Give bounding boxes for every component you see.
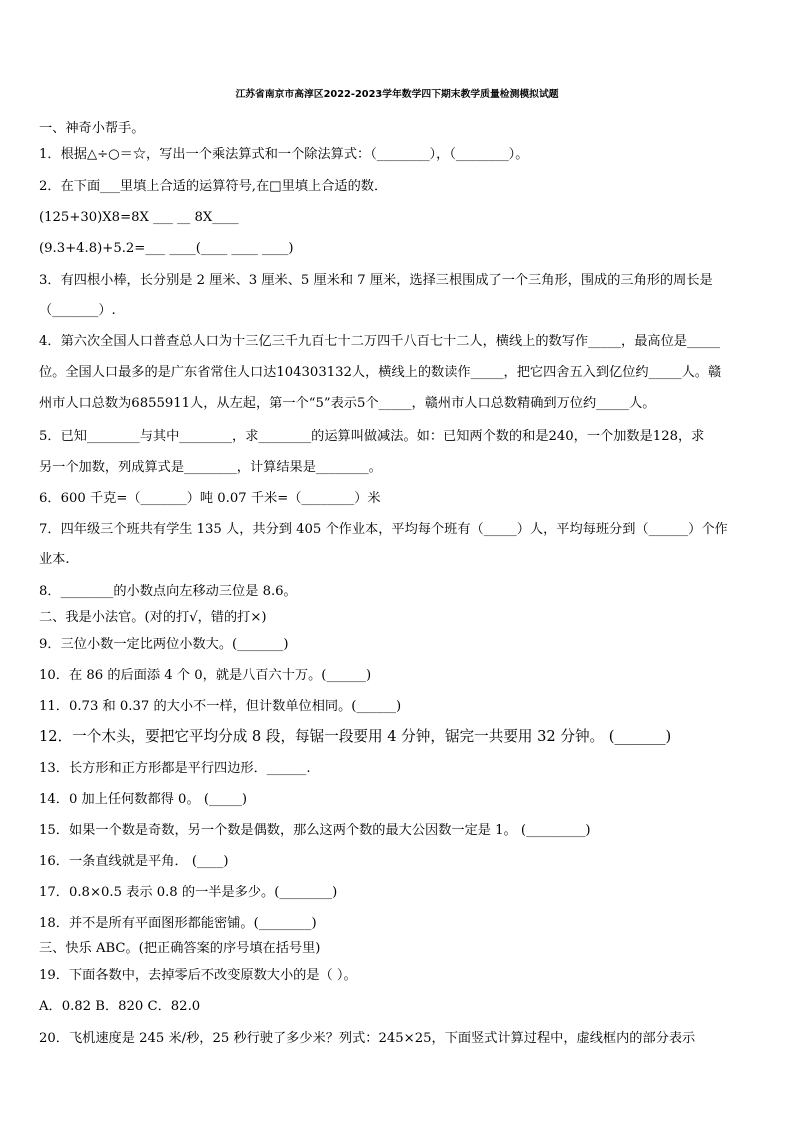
question-5: 5．已知________与其中________，求________的运算叫做减法。如：已知两个数的和是240，一个加数是128，求: [39, 429, 705, 444]
question-7: 7．四年级三个班共有学生 135 人，共分到 405 个作业本，平均每个班有（_____）人，平均每班分到（______）个作: [39, 522, 728, 537]
exam-title: 江苏省南京市高淳区2022-2023学年数学四下期末教学质量检测模拟试题: [235, 89, 559, 100]
section-1-heading: 一、神奇小帮手。: [39, 121, 145, 136]
question-16: 16．一条直线就是平角． (____): [39, 854, 229, 869]
question-4: 4．第六次全国人口普查总人口为十三亿三千九百七十二万四千八百七十二人，横线上的数写作_____，最高位是_____: [39, 334, 720, 349]
question-19-options: A．0.82 B．820 C．82.0: [39, 999, 201, 1014]
question-5-continued: 另一个加数，列成算式是________，计算结果是________。: [39, 460, 382, 475]
question-2-expression-1: (125+30)X8=8X ___ __ 8X____: [39, 210, 239, 225]
question-17: 17．0.8×0.5 表示 0.8 的一半是多少。(________): [39, 885, 338, 900]
question-14: 14．0 加上任何数都得 0。 (_____): [39, 792, 248, 807]
question-15: 15．如果一个数是奇数，另一个数是偶数，那么这两个数的最大公因数一定是 1。 (_________): [39, 823, 591, 838]
question-12: 12．一个木头，要把它平均分成 8 段，每锯一段要用 4 分钟，锯完一共要用 32 分钟。 (_______): [39, 728, 672, 745]
section-2-heading: 二、我是小法官。(对的打√，错的打×): [39, 610, 267, 625]
question-18: 18．并不是所有平面图形都能密铺。(________): [39, 916, 317, 931]
question-6: 6．600 千克=（_______）吨 0.07 千米=（________）米: [39, 491, 381, 506]
question-11: 11．0.73 和 0.37 的大小不一样，但计数单位相同。(______): [39, 699, 402, 714]
question-2-expression-2: (9.3+4.8)+5.2=___ ____(____ ____ ____): [39, 241, 294, 256]
question-13: 13．长方形和正方形都是平行四边形．______.: [39, 761, 311, 776]
question-1: 1．根据△÷○＝☆，写出一个乘法算式和一个除法算式：（________），（________）。: [39, 147, 529, 162]
question-2: 2．在下面___里填上合适的运算符号,在□里填上合适的数．: [39, 179, 388, 194]
section-3-heading: 三、快乐 ABC。(把正确答案的序号填在括号里): [39, 941, 321, 956]
question-4-continued-1: 位。全国人口最多的是广东省常住人口达104303132人，横线上的数读作_____，把它四舍五入到亿位约_____人。赣: [39, 365, 722, 380]
question-19: 19．下面各数中，去掉零后不改变原数大小的是（ ）。: [39, 968, 357, 983]
question-7-continued: 业本.: [39, 552, 70, 567]
question-3-continued: （_______）.: [39, 303, 116, 318]
question-3: 3．有四根小棒，长分别是 2 厘米、3 厘米、5 厘米和 7 厘米，选择三根围成了一个三角形，围成的三角形的周长是: [39, 273, 713, 288]
question-4-continued-2: 州市人口总数为6855911人，从左起，第一个“5”表示5个_____，赣州市人口总数精确到万位约_____人。: [39, 396, 656, 411]
question-9: 9．三位小数一定比两位小数大。(_______): [39, 637, 289, 652]
question-20: 20．飞机速度是 245 米/秒，25 秒行驶了多少米？列式：245×25，下面竖式计算过程中，虚线框内的部分表示: [39, 1031, 696, 1046]
question-10: 10．在 86 的后面添 4 个 0，就是八百六十万。(______): [39, 668, 372, 683]
question-8: 8．________的小数点向左移动三位是 8.6。: [39, 584, 297, 599]
